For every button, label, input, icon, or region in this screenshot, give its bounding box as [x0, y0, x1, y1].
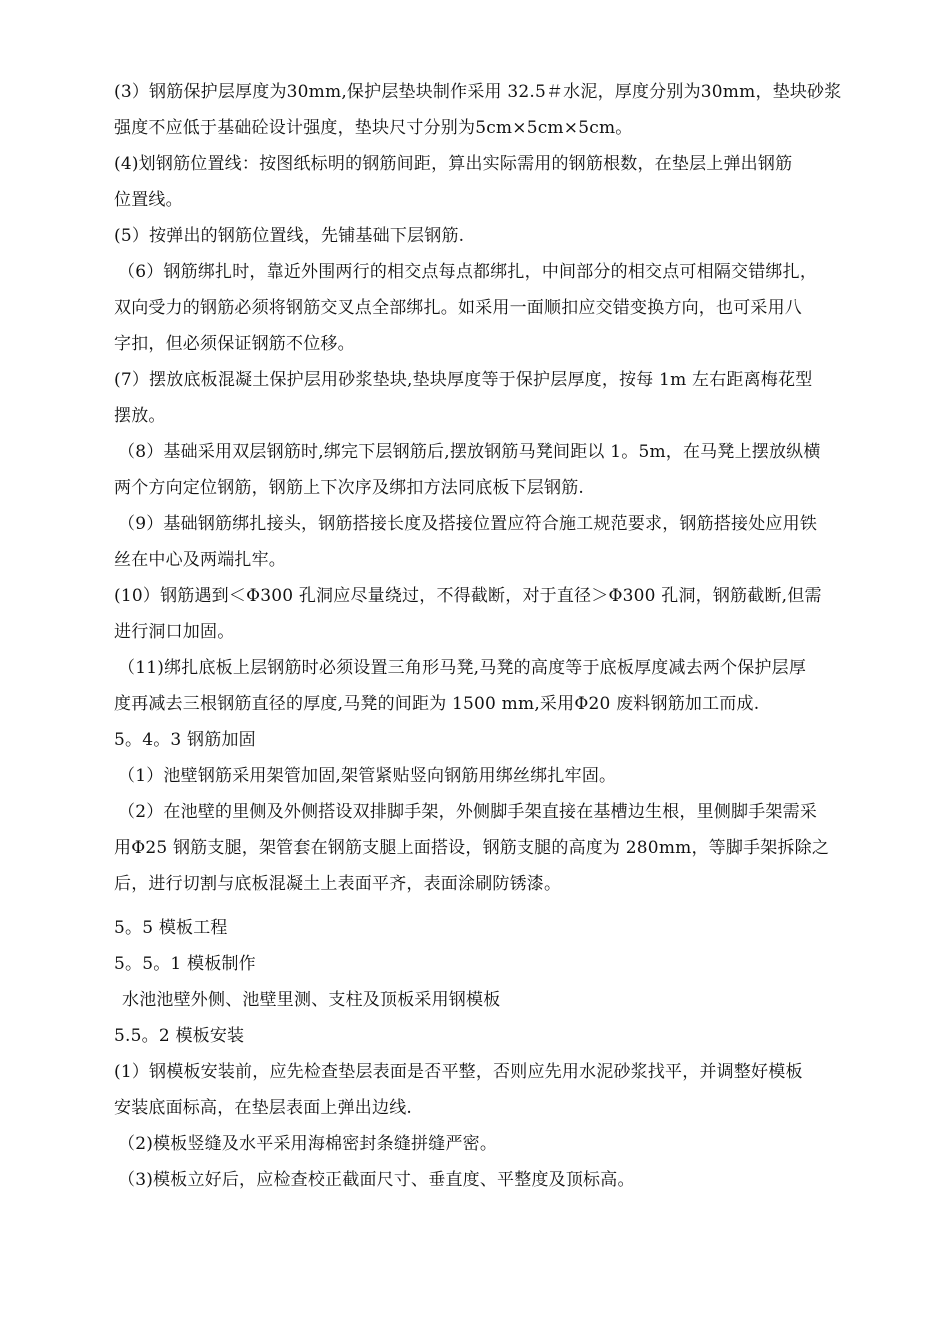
document-body: [114, 74, 889, 1198]
text-line: （1）池壁钢筋采用架管加固,架管紧贴竖向钢筋用绑丝绑扎牢固。: [118, 766, 617, 786]
text-line: 度再减去三根钢筋直径的厚度,马凳的间距为 1500 mm,采用Φ20 废料钢筋加工而成.: [114, 694, 760, 714]
text-line: 水池池壁外侧、池壁里测、支柱及顶板采用钢模板: [122, 990, 501, 1010]
text-line: 位置线。: [114, 190, 183, 210]
text-line: (7）摆放底板混凝土保护层用砂浆垫块,垫块厚度等于保护层厚度，按每 1m 左右距离梅花型: [114, 370, 813, 390]
text-line: 双向受力的钢筋必须将钢筋交叉点全部绑扎。如采用一面顺扣应交错变换方向，也可采用八: [114, 298, 802, 318]
text-line: (5）按弹出的钢筋位置线，先铺基础下层钢筋.: [114, 226, 465, 246]
text-line: （9）基础钢筋绑扎接头，钢筋搭接长度及搭接位置应符合施工规范要求，钢筋搭接处应用铁: [118, 514, 818, 534]
text-line: 进行洞口加固。: [114, 622, 235, 642]
text-line: （2)模板竖缝及水平采用海棉密封条缝拼缝严密。: [118, 1134, 498, 1154]
text-line: 安装底面标高，在垫层表面上弹出边线.: [114, 1098, 413, 1118]
text-line: (1）钢模板安装前，应先检查垫层表面是否平整，否则应先用水泥砂浆找平，并调整好模板: [114, 1062, 803, 1082]
text-line: 丝在中心及两端扎牢。: [114, 550, 286, 570]
text-line: （2）在池壁的里侧及外侧搭设双排脚手架，外侧脚手架直接在基槽边生根，里侧脚手架需采: [118, 802, 818, 822]
section-heading: 5.5。2 模板安装: [114, 1026, 245, 1046]
text-line: 摆放。: [114, 406, 166, 426]
text-line: 后，进行切割与底板混凝土上表面平齐，表面涂刷防锈漆。: [114, 874, 562, 894]
text-line: (4)划钢筋位置线：按图纸标明的钢筋间距，算出实际需用的钢筋根数，在垫层上弹出钢筋: [114, 154, 793, 174]
text-line: 字扣，但必须保证钢筋不位移。: [114, 334, 355, 354]
text-line: （8）基础采用双层钢筋时,绑完下层钢筋后,摆放钢筋马凳间距以 1。5m，在马凳上摆放纵横: [118, 442, 821, 462]
text-line: （6）钢筋绑扎时，靠近外围两行的相交点每点都绑扎，中间部分的相交点可相隔交错绑扎，: [118, 262, 818, 282]
section-heading: 5。4。3 钢筋加固: [114, 730, 256, 750]
text-line: 两个方向定位钢筋，钢筋上下次序及绑扣方法同底板下层钢筋.: [114, 478, 585, 498]
text-line: 用Φ25 钢筋支腿，架管套在钢筋支腿上面搭设，钢筋支腿的高度为 280mm，等脚手架拆除之: [114, 838, 830, 858]
text-line: （11)绑扎底板上层钢筋时必须设置三角形马凳,马凳的高度等于底板厚度减去两个保护层厚: [118, 658, 807, 678]
section-heading: 5。5 模板工程: [114, 918, 228, 938]
text-line: 强度不应低于基础砼设计强度，垫块尺寸分别为5cm×5cm×5cm。: [114, 118, 633, 138]
text-line: (3）钢筋保护层厚度为30mm,保护层垫块制作采用 32.5＃水泥，厚度分别为30mm，垫块砂浆: [114, 82, 842, 102]
text-line: （3)模板立好后，应检查校正截面尺寸、垂直度、平整度及顶标高。: [118, 1170, 635, 1190]
section-heading: 5。5。1 模板制作: [114, 954, 256, 974]
text-line: (10）钢筋遇到＜Φ300 孔洞应尽量绕过，不得截断，对于直径＞Φ300 孔洞，钢筋截断,但需: [114, 586, 822, 606]
